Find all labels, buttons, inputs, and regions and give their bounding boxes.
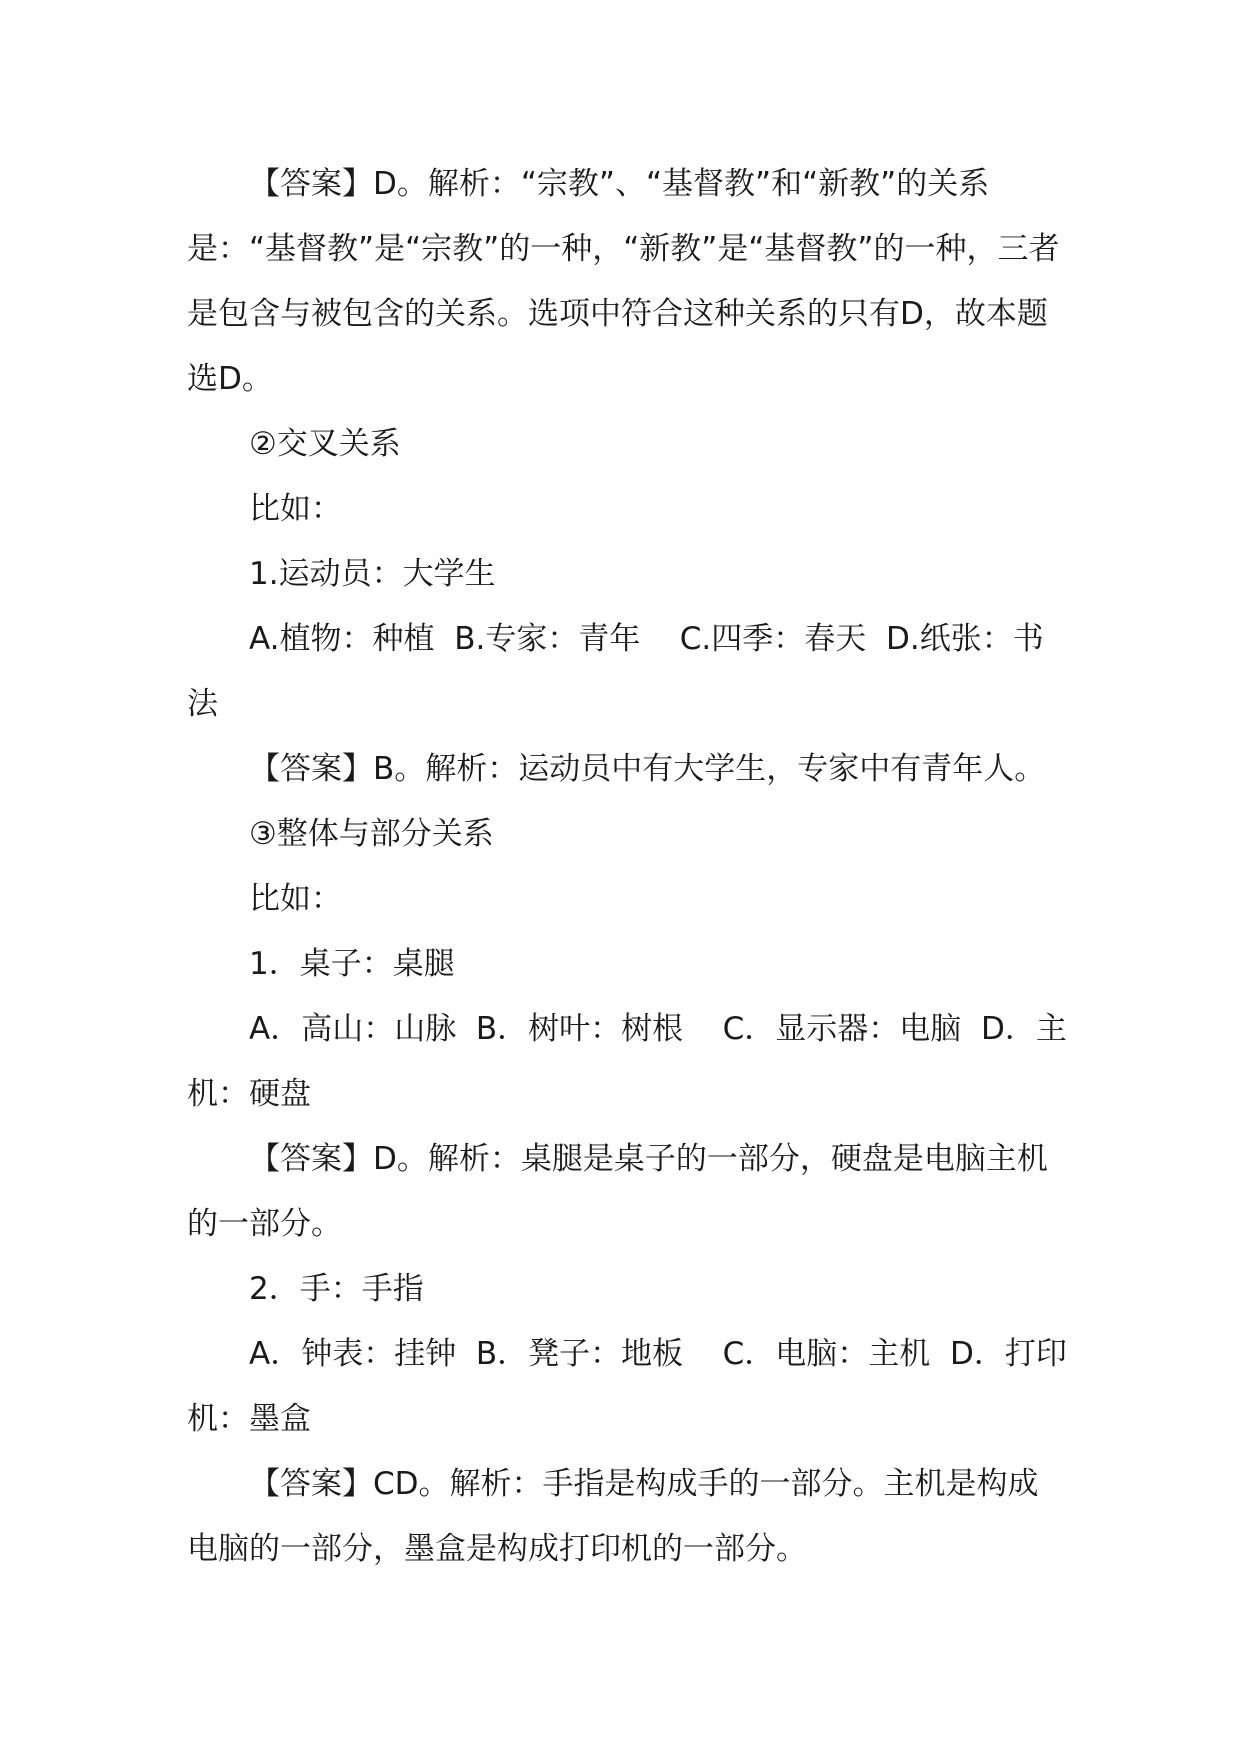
answer-paragraph-3: 【答案】D。解析：桌腿是桌子的一部分，硬盘是电脑主机的一部分。 xyxy=(187,1141,1048,1242)
section-heading-whole-part: ③整体与部分关系 xyxy=(249,816,494,852)
section-heading-intersection: ②交叉关系 xyxy=(249,426,401,462)
answer-paragraph-4: 【答案】CD。解析：手指是构成手的一部分。主机是构成电脑的一部分，墨盒是构成打印机的一部分。 xyxy=(187,1466,1039,1567)
example-label: 比如： xyxy=(249,881,342,917)
question-stem: 1．桌子：桌腿 xyxy=(249,946,455,982)
question-stem: 1.运动员：大学生 xyxy=(249,556,496,592)
document-body xyxy=(187,152,1067,1582)
question-options: A.植物：种植 B.专家：青年 C.四季：春天 D.纸张：书法 xyxy=(187,621,1044,722)
example-label: 比如： xyxy=(249,491,342,527)
question-options: A．钟表：挂钟 B．凳子：地板 C．电脑：主机 D．打印机：墨盒 xyxy=(187,1336,1067,1437)
answer-paragraph-2: 【答案】B。解析：运动员中有大学生，专家中有青年人。 xyxy=(249,751,1046,787)
question-options: A．高山：山脉 B．树叶：树根 C．显示器：电脑 D．主机：硬盘 xyxy=(187,1011,1067,1112)
answer-paragraph-1: 【答案】D。解析：“宗教”、“基督教”和“新教”的关系是：“基督教”是“宗教”的一种，“新教”是“基督教”的一种，三者是包含与被包含的关系。选项中符合这种关系的只有D，故本题选D。 xyxy=(187,166,1060,397)
question-stem: 2．手：手指 xyxy=(249,1271,424,1307)
